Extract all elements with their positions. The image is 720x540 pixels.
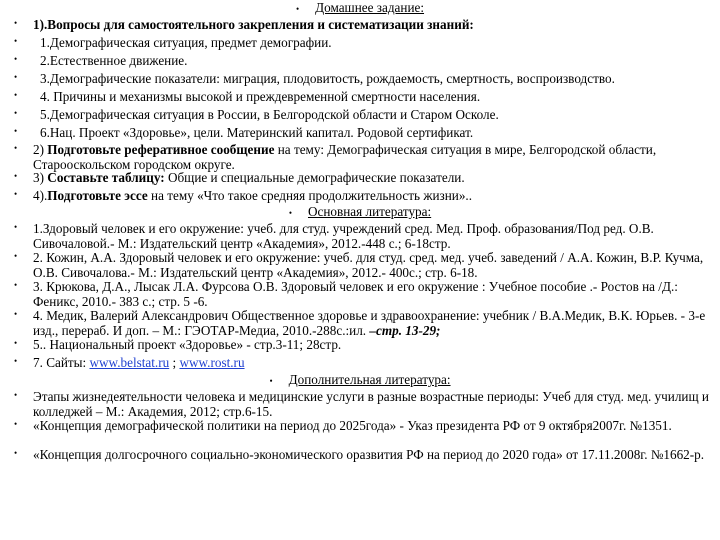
sites-label: 7. Сайты: xyxy=(33,356,90,370)
task-2-number: 2) xyxy=(33,142,48,157)
extra-reference-3: «Концепция долгосрочного социально-экономического оразвития РФ на период до 2020 года» от 17.11.2008г. №1662-р. xyxy=(33,447,705,462)
extra-reference-2: «Концепция демографической политики на период до 2025года» - Указ президента РФ от 9 октября2007г. №1351. xyxy=(33,418,672,433)
task-2-bold: Подготовьте реферативное сообщение xyxy=(47,142,275,157)
question-6: 6.Нац. Проект «Здоровье», цели. Материнский капитал. Родовой сертификат. xyxy=(40,126,474,140)
bullet: • xyxy=(14,189,18,199)
sites-separator: ; xyxy=(169,356,180,370)
extra-literature-title: Дополнительная литература: xyxy=(288,372,451,387)
task-4-text: на тему «Что такое средняя продолжительность жизни».. xyxy=(147,189,473,203)
bullet: • xyxy=(14,72,18,82)
question-5: 5.Демографическая ситуация в России, в Белгородской области и Старом Осколе. xyxy=(40,108,499,122)
bullet: • xyxy=(269,376,273,386)
bullet: • xyxy=(14,36,18,46)
question-3: 3.Демографические показатели: миграция, плодовитость, рождаемость, смертность, воспроизводство. xyxy=(40,72,615,86)
homework-title: Домашнее задание: xyxy=(315,0,425,15)
reference-2: 2. Кожин, А.А. Здоровый человек и его окружение: учеб. для студ. сред. мед. учеб. заведений / А.А. Кожин, В.Р. Кучма, О.В. Сивочалова.- М.: Издательский центр «Академия», 2012.- 400с.; стр. 6-18. xyxy=(33,250,704,280)
reference-3: 3. Крюкова, Д.А., Лысак Л.А. Фурсова О.В. Здоровый человек и его окружение : Учебное пособие .- Ростов на /Д.: Феникс, 2010.- 383 с.; стр. 5 -6. xyxy=(33,279,678,309)
bullet: • xyxy=(14,280,18,290)
extra-literature-heading xyxy=(0,373,720,388)
question-4: 4. Причины и механизмы высокой и преждевременной смертности населения. xyxy=(40,90,481,104)
task-2-text: на тему: Демографическая ситуация в мире, Белгородской области, Старооскольском городском округе. xyxy=(33,142,657,172)
task-3 xyxy=(33,171,712,186)
bullet: • xyxy=(14,126,18,136)
bullet: • xyxy=(14,143,18,153)
homework-heading xyxy=(0,1,720,16)
task-4-number: 4). xyxy=(33,189,48,203)
bullet: • xyxy=(14,171,18,181)
bullet: • xyxy=(14,222,18,232)
bullet: • xyxy=(288,208,292,218)
question-1: 1.Демографическая ситуация, предмет демографии. xyxy=(40,36,332,50)
question-2: 2.Естественное движение. xyxy=(40,54,188,68)
bullet: • xyxy=(14,309,18,319)
bullet: • xyxy=(14,448,18,458)
bullet: • xyxy=(14,390,18,400)
bullet: • xyxy=(14,90,18,100)
bullet: • xyxy=(14,251,18,261)
link-rost[interactable]: www.rost.ru xyxy=(179,356,245,370)
bullet: • xyxy=(14,108,18,118)
reference-4 xyxy=(33,309,712,338)
reference-5: 5.. Национальный проект «Здоровье» - стр.3-11; 28стр. xyxy=(33,338,342,352)
bullet: • xyxy=(14,338,18,348)
task-2 xyxy=(33,143,712,172)
task-3-bold: Составьте таблицу: xyxy=(47,171,165,185)
homework-questions-lead: 1).Вопросы для самостоятельного закрепления и систематизации знаний: xyxy=(33,18,474,32)
reference-7-sites xyxy=(33,356,712,371)
bullet: • xyxy=(14,356,18,366)
bullet: • xyxy=(14,419,18,429)
bullet: • xyxy=(295,4,300,14)
reference-4-pages: –стр. 13-29; xyxy=(366,322,441,338)
reference-1: 1.Здоровый человек и его окружение: учеб. для студ. учреждений сред. Мед. Проф. образования/Под ред. О.В. Сивочаловой.- М.: Издательский центр «Академия», 2012.-448 с.; 6-18стр. xyxy=(33,221,654,251)
link-belstat[interactable]: www.belstat.ru xyxy=(89,356,170,370)
main-literature-heading xyxy=(0,205,720,220)
extra-reference-1: Этапы жизнедеятельности человека и медицинские услуги в разные возрастные периоды: Учеб для студ. мед. училищ и колледжей – М.: Академия, 2012; стр.6-15. xyxy=(33,389,709,419)
task-3-number: 3) xyxy=(33,171,48,185)
task-3-text: Общие и специальные демографические показатели. xyxy=(164,171,465,185)
bullet: • xyxy=(14,54,18,64)
bullet: • xyxy=(14,18,18,28)
main-literature-title: Основная литература: xyxy=(307,204,432,219)
task-4 xyxy=(33,189,712,204)
task-4-bold: Подготовьте эссе xyxy=(47,189,148,203)
reference-4-text: 4. Медик, Валерий Александрович Общественное здоровье и здравоохранение: учебник / В.А.Медик, В.К. Юрьев. - 3-е изд., перераб. И доп. – М.: ГЭОТАР-Медиа, 2010.-288с.:ил. xyxy=(33,308,706,338)
